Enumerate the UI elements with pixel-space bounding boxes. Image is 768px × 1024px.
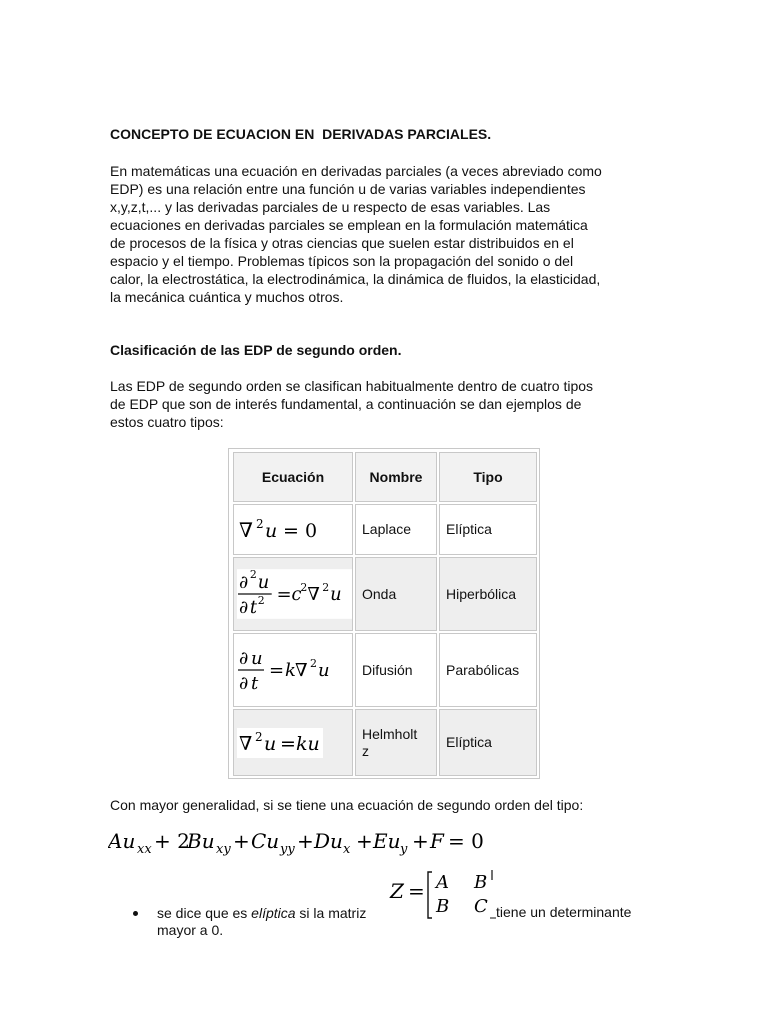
- svg-text:∇: ∇: [239, 517, 253, 542]
- svg-text:2: 2: [310, 657, 317, 670]
- svg-text:k: k: [285, 660, 296, 681]
- equation-diffusion: [233, 633, 353, 707]
- intro-line: x,y,z,t,... y las derivadas parciales de u respecto de esas variables. Las: [110, 199, 551, 215]
- svg-text:2: 2: [256, 516, 264, 531]
- svg-text:2: 2: [300, 581, 308, 595]
- svg-text:t: t: [251, 673, 259, 694]
- svg-text:ku: ku: [296, 732, 320, 755]
- document-title: CONCEPTO DE ECUACION EN DERIVADAS PARCIALES.: [110, 126, 492, 142]
- intro-line: espacio y el tiempo. Problemas típicos son la propagación del sonido o del: [110, 253, 574, 269]
- svg-text:u: u: [318, 660, 330, 681]
- section-line: de EDP que son de interés fundamental, a continuación se dan ejemplos de: [110, 396, 582, 412]
- svg-text:u: u: [251, 648, 263, 669]
- svg-text:y: y: [400, 842, 408, 857]
- tipo-cell: Elíptica: [439, 709, 537, 776]
- svg-text:A: A: [436, 872, 449, 893]
- intro-line: la mecánica cuántica y muchos otros.: [110, 289, 344, 305]
- intro-line: ecuaciones en derivadas parciales se emplean en la formulación matemática: [110, 217, 588, 233]
- svg-text:B: B: [474, 872, 488, 893]
- header-tipo: Tipo: [439, 452, 537, 502]
- svg-text:=: =: [408, 879, 425, 903]
- section-line: Las EDP de segundo orden se clasifican habitualmente dentro de cuatro tipos: [110, 378, 594, 394]
- svg-text:∇: ∇: [307, 583, 320, 605]
- header-ecuacion: Ecuación: [233, 452, 353, 502]
- svg-text:Bu: Bu: [187, 829, 215, 853]
- svg-text:∇: ∇: [295, 660, 308, 681]
- diffusion-equation-formula: [237, 640, 337, 700]
- bullet-part3: tiene un determinante: [496, 904, 632, 920]
- svg-text:xy: xy: [216, 842, 231, 857]
- svg-text:c: c: [291, 583, 302, 605]
- nombre-cell: [355, 709, 437, 776]
- svg-text:2: 2: [249, 568, 257, 582]
- svg-text:+: +: [412, 829, 429, 853]
- svg-text:t: t: [249, 596, 258, 618]
- svg-text:B: B: [436, 896, 450, 917]
- svg-text:u: u: [330, 583, 342, 605]
- section-title: Clasificación de las EDP de segundo orden.: [110, 342, 402, 358]
- nombre-cell: Difusión: [355, 633, 437, 707]
- classification-table: [228, 448, 540, 779]
- header-nombre: Nombre: [355, 452, 437, 502]
- svg-text:= 0: = 0: [283, 519, 318, 542]
- svg-text:+: +: [233, 829, 250, 853]
- svg-text:u: u: [265, 519, 278, 542]
- intro-line: de procesos de la física y otras ciencias que suelen estar distribuidos en el: [110, 235, 574, 251]
- svg-text:xx: xx: [137, 842, 152, 857]
- general-paragraph: Con mayor generalidad, si se tiene una ecuación de segundo orden del tipo:: [110, 797, 584, 813]
- tipo-cell: Hiperbólica: [439, 557, 537, 631]
- general-pde-formula: [108, 826, 488, 860]
- wave-equation-formula: [237, 564, 352, 624]
- equation-laplace: [233, 504, 353, 555]
- laplace-equation-formula: [237, 515, 337, 545]
- bullet-part2: si la matriz: [295, 905, 367, 921]
- svg-text:∂: ∂: [238, 572, 249, 594]
- intro-paragraph: [110, 162, 602, 306]
- svg-text:=: =: [280, 732, 296, 755]
- tipo-cell: Elíptica: [439, 504, 537, 555]
- tipo-cell: Parabólicas: [439, 633, 537, 707]
- section-paragraph: [110, 377, 593, 431]
- svg-text:u: u: [264, 732, 277, 755]
- svg-text:Cu: Cu: [251, 829, 280, 853]
- equation-helmholtz: [233, 709, 353, 776]
- nombre-line: z: [362, 742, 369, 759]
- svg-text:F: F: [430, 829, 444, 853]
- section-line: estos cuatro tipos:: [110, 414, 224, 430]
- svg-text:Z: Z: [390, 879, 404, 903]
- svg-text:x: x: [343, 842, 351, 857]
- svg-text:Eu: Eu: [373, 829, 401, 853]
- svg-text:+ 2: + 2: [154, 829, 190, 853]
- matrix-z-formula: [388, 866, 498, 922]
- svg-text:Du: Du: [314, 829, 343, 853]
- svg-text:yy: yy: [280, 842, 295, 857]
- svg-text:∂: ∂: [239, 648, 249, 669]
- bullet-line2: mayor a 0.: [157, 922, 224, 938]
- intro-line: EDP) es una relación entre una función u de varias variables independientes: [110, 181, 586, 197]
- svg-text:u: u: [257, 572, 270, 594]
- svg-text:+: +: [356, 829, 373, 853]
- svg-text:C: C: [474, 896, 488, 917]
- bullet-text: [157, 904, 366, 922]
- svg-text:= 0: = 0: [448, 829, 484, 853]
- intro-line: calor, la electrostática, la electrodinámica, la dinámica de fluidos, la elasticidad,: [110, 271, 601, 287]
- nombre-cell: Laplace: [355, 504, 437, 555]
- svg-text:2: 2: [257, 593, 265, 607]
- svg-text:Au: Au: [108, 829, 136, 853]
- svg-text:2: 2: [255, 729, 263, 744]
- svg-text:=: =: [269, 660, 285, 681]
- bullet-italic: elíptica: [251, 905, 296, 921]
- svg-text:=: =: [276, 583, 292, 605]
- helmholtz-equation-formula: [237, 728, 337, 758]
- svg-text:∂: ∂: [239, 673, 249, 694]
- svg-text:∇: ∇: [239, 732, 253, 755]
- svg-text:+: +: [297, 829, 314, 853]
- intro-line: En matemáticas una ecuación en derivadas parciales (a veces abreviado como: [110, 163, 602, 179]
- equation-wave: [233, 557, 353, 631]
- svg-text:∂: ∂: [238, 596, 249, 618]
- bullet-marker: [133, 911, 138, 916]
- bullet-part1: se dice que es: [157, 905, 252, 921]
- svg-text:2: 2: [322, 581, 330, 595]
- nombre-cell: Onda: [355, 557, 437, 631]
- nombre-line: Helmholt: [362, 725, 418, 742]
